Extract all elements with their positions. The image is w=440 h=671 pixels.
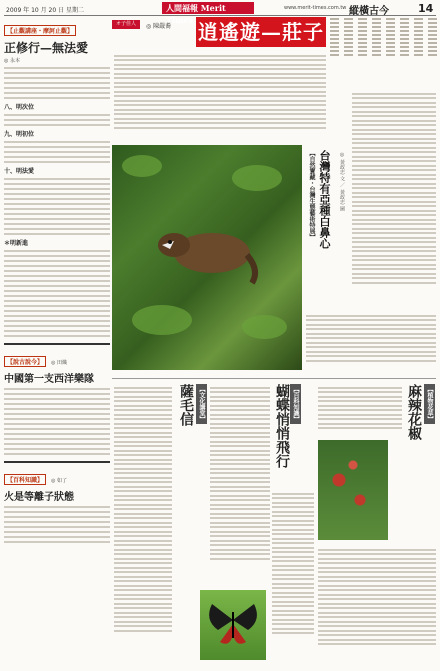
section-title: 縱橫古今 xyxy=(349,6,389,17)
column-body xyxy=(210,384,270,584)
sichuan-pepper-photo xyxy=(318,440,388,540)
issue-date: 2009 年 10 月 20 日 星期二 xyxy=(6,7,84,14)
article-body xyxy=(4,67,110,99)
feature-body xyxy=(352,90,436,310)
feature-title: 台灣特有亞種白鼻心 xyxy=(318,150,331,249)
butterfly-illustration xyxy=(200,590,266,660)
feature-body-lower xyxy=(306,312,436,372)
civet-illustration xyxy=(152,215,262,285)
column-body xyxy=(318,384,402,436)
left-column xyxy=(4,18,110,668)
main-article-body xyxy=(114,52,326,142)
article-byline: ◎ 如了 xyxy=(51,478,68,484)
page-number: 14 xyxy=(418,2,434,15)
subhead: ＊明新進 xyxy=(4,240,29,247)
section-tag: 【百科知識】 xyxy=(292,386,299,422)
civet-photo xyxy=(112,145,302,370)
main-headline: 逍遙遊—莊子 xyxy=(196,17,326,47)
article-tag: 【說古說今】 xyxy=(4,356,46,367)
poem-block xyxy=(330,18,436,88)
column-badge: オ子佳人 xyxy=(112,20,140,29)
main-author: ◎ 陳嚴蕎 xyxy=(146,23,172,30)
article-body xyxy=(4,141,110,163)
butterfly-photo xyxy=(200,590,266,660)
feature-byline: ◎ 黃政忠 文 ／ 黃政忠 圖 xyxy=(339,152,345,211)
article-body xyxy=(4,506,110,543)
divider xyxy=(4,343,110,345)
article-body xyxy=(4,250,110,337)
section-tag: 【植物花草】 xyxy=(426,386,433,422)
article-band xyxy=(4,349,110,455)
article-title: 中國第一支西洋樂隊 xyxy=(4,374,94,385)
article-body xyxy=(4,114,110,126)
article-body xyxy=(4,388,110,455)
feature-tag: 【自然寶藏・台灣生態藝術特展】 xyxy=(308,150,315,240)
article-fire xyxy=(4,467,110,543)
divider xyxy=(4,461,110,463)
column-title: 麻辣花椒 xyxy=(406,384,422,440)
article-title: 火是等離子狀態 xyxy=(4,492,74,503)
website-url: www.merit-times.com.tw xyxy=(284,5,347,11)
article-title: 正修行—無法愛 xyxy=(4,41,89,55)
column-title: 薩毛信 xyxy=(178,384,194,426)
article-tag: 【止觀講座・摩訶止觀】 xyxy=(4,25,76,36)
article-tag: 【百科知識】 xyxy=(4,474,46,485)
article-byline: ◎ 田熾 xyxy=(51,360,68,366)
article-byline: ◎ 永本 xyxy=(4,58,20,64)
subhead: 九、明初位 xyxy=(4,131,35,138)
article-zhengxiu xyxy=(4,18,110,337)
subhead: 十、明法愛 xyxy=(4,168,35,175)
subhead: 八、明次位 xyxy=(4,104,35,111)
section-tag: 【文化講堂】 xyxy=(198,386,205,422)
column-body xyxy=(272,490,314,660)
article-body xyxy=(4,178,110,235)
masthead-logo: 人間福報 Merit Times xyxy=(162,2,254,14)
column-body xyxy=(114,384,172,662)
column-title: 蝴蝶悄悄飛行 xyxy=(274,384,290,468)
column-body xyxy=(318,546,436,662)
